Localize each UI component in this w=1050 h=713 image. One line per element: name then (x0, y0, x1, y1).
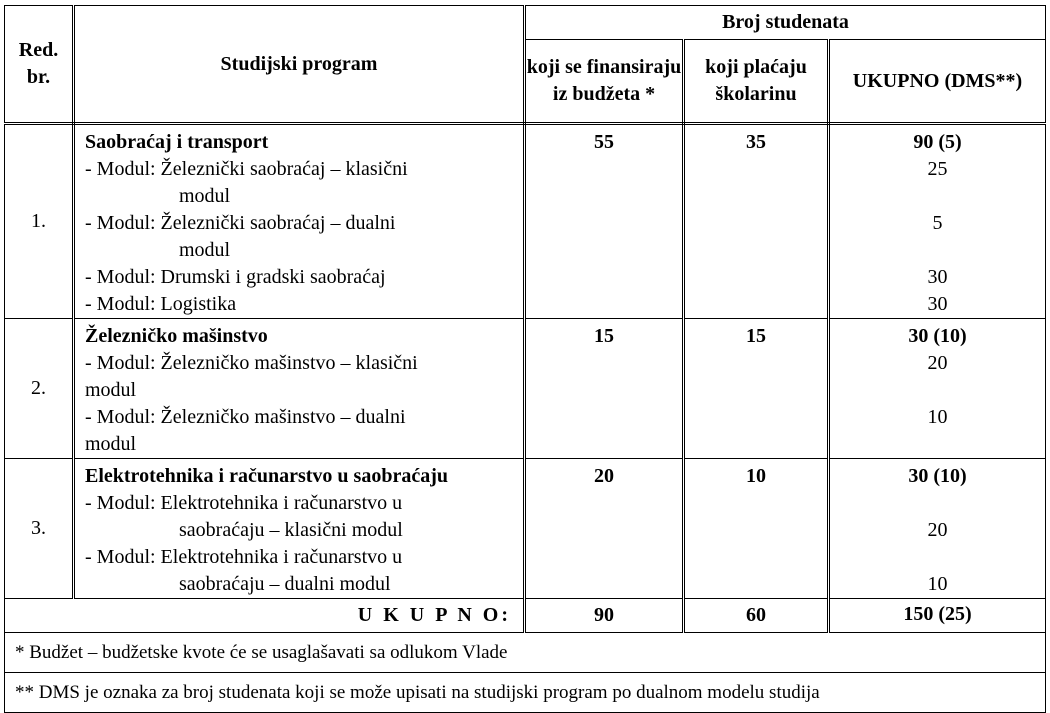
module-line: modul (85, 379, 137, 401)
header-broj-studenata: Broj studenata (525, 6, 1046, 40)
note-row (5, 673, 1046, 713)
program-row (5, 319, 1046, 459)
module-line: - Modul: Logistika (85, 293, 237, 315)
ukupno-value: 30 (10) (908, 325, 967, 347)
ukupno-cell (829, 319, 1046, 459)
ukupno-cell (829, 459, 1046, 599)
total-ukupno: 150 (25) (829, 599, 1046, 633)
module-value: 10 (927, 406, 948, 428)
module-value (830, 237, 1045, 264)
module-line: modul (85, 433, 137, 455)
program-cell (74, 319, 525, 459)
module-line: - Modul: Drumski i gradski saobraćaj (85, 266, 386, 288)
budzet-value: 15 (594, 325, 614, 347)
total-skolarina: 60 (684, 599, 829, 633)
row-number: 2. (5, 319, 74, 459)
program-title: Saobraćaj i transport (85, 131, 269, 153)
module-value: 20 (927, 352, 948, 374)
note-row (5, 633, 1046, 673)
header-row-top (5, 6, 1046, 40)
header-program: Studijski program (74, 6, 525, 124)
row-number: 3. (5, 459, 74, 599)
header-budzet: koji se finansiraju iz budžeta * (525, 40, 684, 124)
total-label: U K U P N O: (5, 599, 525, 633)
skolarina-value: 35 (746, 131, 766, 153)
header-skolarina: koji plaćaju školarinu (684, 40, 829, 124)
footnote-budzet: * Budžet – budžetske kvote će se usaglašavati sa odlukom Vlade (5, 633, 1046, 673)
header-ukupno: UKUPNO (DMS**) (829, 40, 1046, 124)
module-value (830, 490, 1045, 517)
module-line: - Modul: Železnički saobraćaj – dualni (85, 212, 396, 234)
skolarina-cell (684, 319, 829, 459)
row-number: 1. (5, 124, 74, 319)
module-line: modul (179, 239, 231, 261)
budzet-value: 55 (594, 131, 614, 153)
ukupno-value: 90 (5) (913, 131, 962, 153)
module-line: - Modul: Železnički saobraćaj – klasični (85, 158, 408, 180)
module-value: 20 (927, 519, 948, 541)
module-line: modul (179, 185, 231, 207)
module-value: 25 (927, 158, 948, 180)
program-row (5, 459, 1046, 599)
budzet-cell (525, 124, 684, 319)
program-row (5, 124, 1046, 319)
module-line: - Modul: Elektrotehnika i računarstvo u (85, 492, 403, 514)
module-value (830, 377, 1045, 404)
skolarina-cell (684, 124, 829, 319)
budzet-cell (525, 459, 684, 599)
module-line: saobraćaju – dualni modul (179, 573, 391, 595)
module-value (830, 544, 1045, 571)
module-line: - Modul: Železničko mašinstvo – dualni (85, 406, 406, 428)
module-value: 10 (927, 573, 948, 595)
program-cell (74, 124, 525, 319)
total-budzet: 90 (525, 599, 684, 633)
budzet-cell (525, 319, 684, 459)
program-title: Železničko mašinstvo (85, 325, 268, 347)
module-line: saobraćaju – klasični modul (179, 519, 403, 541)
module-value: 30 (927, 266, 948, 288)
ukupno-cell (829, 124, 1046, 319)
module-value (830, 431, 1045, 458)
total-row (5, 599, 1046, 633)
skolarina-cell (684, 459, 829, 599)
header-red-br: Red. br. (5, 6, 74, 124)
ukupno-value: 30 (10) (908, 465, 967, 487)
enrollment-table (4, 5, 1046, 713)
module-value: 30 (927, 293, 948, 315)
skolarina-value: 15 (746, 325, 766, 347)
budzet-value: 20 (594, 465, 614, 487)
footnote-dms: ** DMS je oznaka za broj studenata koji se može upisati na studijski program po dualnom modelu studija (5, 673, 1046, 713)
module-value: 5 (932, 212, 943, 234)
program-title: Elektrotehnika i računarstvo u saobraćaju (85, 465, 448, 487)
program-cell (74, 459, 525, 599)
module-line: - Modul: Železničko mašinstvo – klasični (85, 352, 418, 374)
skolarina-value: 10 (746, 465, 766, 487)
module-line: - Modul: Elektrotehnika i računarstvo u (85, 546, 403, 568)
module-value (830, 183, 1045, 210)
